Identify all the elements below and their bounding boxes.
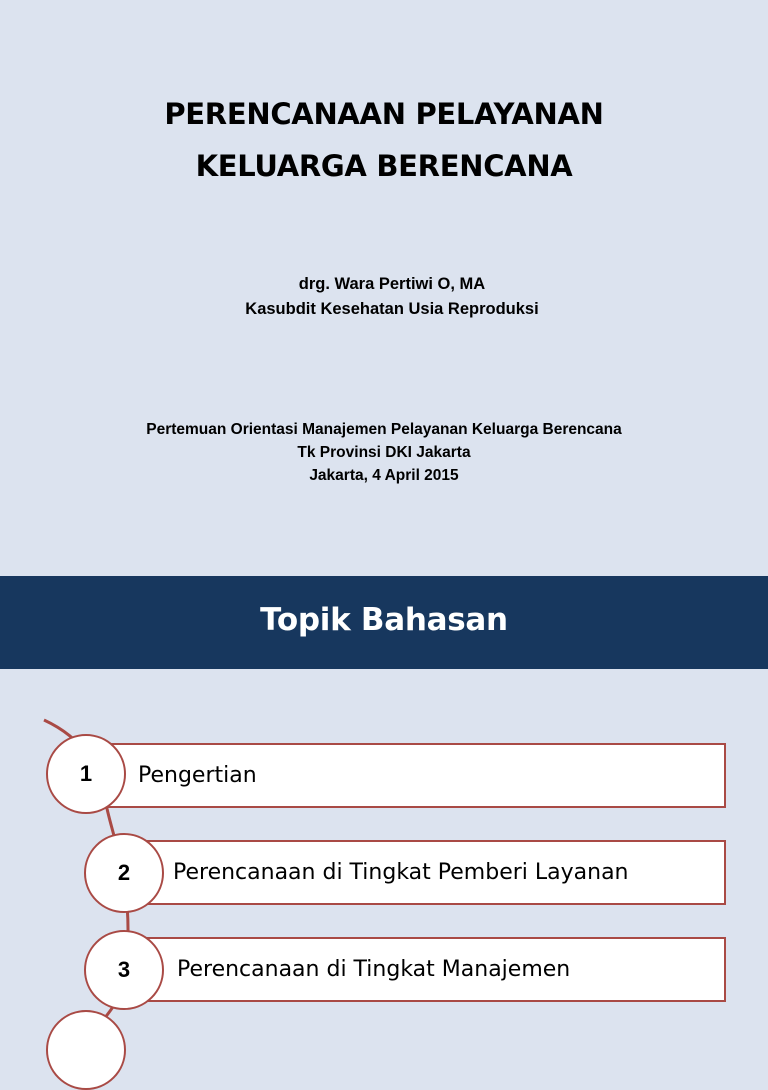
author-name: drg. Wara Pertiwi O, MA [298,275,486,293]
title-line-1: PERENCANAAN PELAYANAN [164,97,604,131]
topic-box-3[interactable] [125,937,726,1002]
topic-number-4 [46,1010,126,1090]
author-block [40,272,744,322]
topic-number-1: 1 [46,734,126,814]
event-name: Pertemuan Orientasi Manajemen Pelayanan Keluarga Berencana [146,421,622,438]
header-bar [0,576,768,669]
header-title: Topik Bahasan [260,602,508,638]
title-line-2: KELUARGA BERENCANA [195,149,573,183]
topic-label-3: Perencanaan di Tingkat Manajemen [177,957,571,982]
topic-box-1[interactable] [90,743,726,808]
topic-number-3: 3 [84,930,164,1010]
presentation-title [40,88,728,192]
author-position: Kasubdit Kesehatan Usia Reproduksi [245,300,539,318]
event-date: Jakarta, 4 April 2015 [309,467,459,484]
topic-label-2: Perencanaan di Tingkat Pemberi Layanan [173,860,629,885]
slide-topics [0,576,768,1024]
topic-label-1: Pengertian [138,763,257,788]
event-block [40,418,728,487]
topic-box-2[interactable] [125,840,726,905]
topic-number-2: 2 [84,833,164,913]
event-level: Tk Provinsi DKI Jakarta [297,444,471,461]
